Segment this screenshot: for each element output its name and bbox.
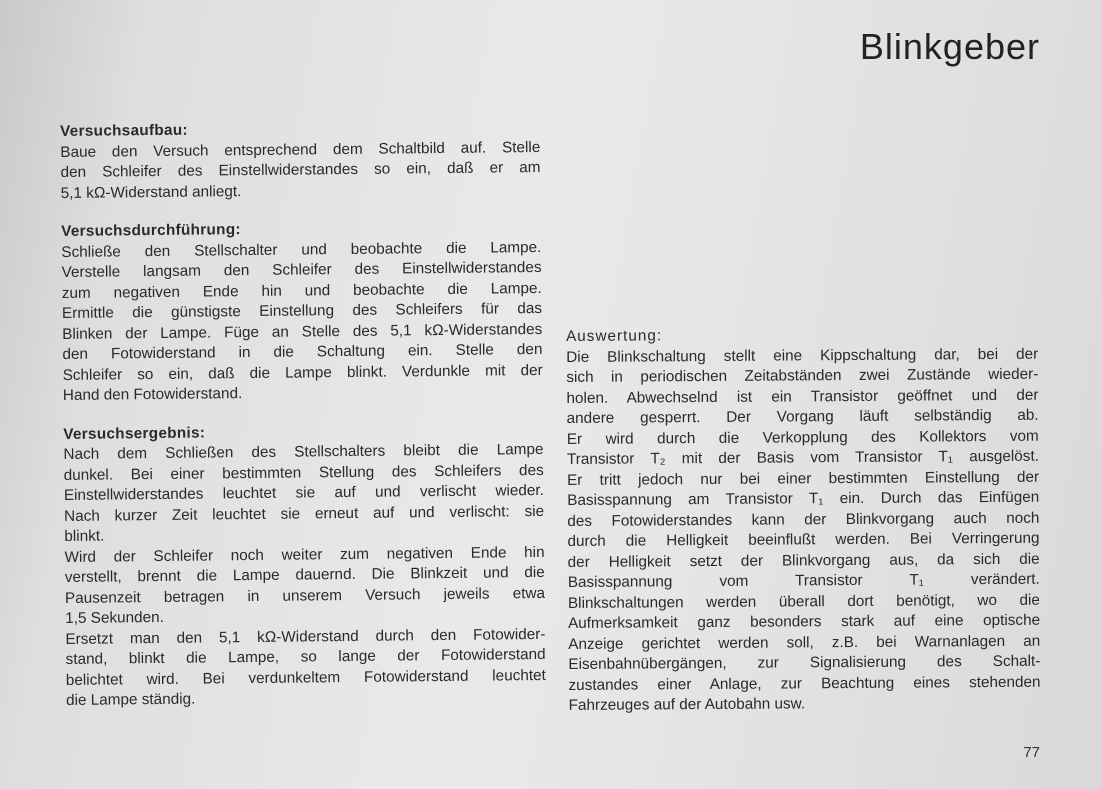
text-line: Wird der Schleifer noch weiter zum negativen Ende hin bbox=[64, 543, 545, 566]
section-auswertung bbox=[566, 324, 1041, 717]
text-line: Basisspannung vom Transistor T₁ verändert. bbox=[567, 570, 1040, 591]
text-line: Eisenbahnübergängen, zur Signalisierung des Schalt- bbox=[568, 652, 1041, 673]
text-line: Nach dem Schließen des Stellschalters bleibt die Lampe bbox=[63, 440, 544, 463]
text-line: andere gesperrt. Der Vorgang läuft selbständig ab. bbox=[566, 406, 1039, 427]
text-line: Ersetzt man den 5,1 kΩ-Widerstand durch den Fotowider- bbox=[65, 625, 546, 648]
text-line: den Schleifer des Einstellwiderstandes so ein, daß er am bbox=[60, 158, 541, 181]
text-line: Er tritt jedoch nur bei einer bestimmten Einstellung der bbox=[567, 468, 1040, 489]
heading-versuchsdurchfuehrung: Versuchsdurchführung: bbox=[61, 221, 241, 240]
text-line: Hand den Fotowiderstand. bbox=[62, 385, 243, 404]
text-line: Ermittle die günstigste Einstellung des Schleifers für das bbox=[61, 299, 543, 322]
text-line: Schleifer so ein, daß die Lampe blinkt. Verdunkle mit der bbox=[62, 361, 543, 384]
paragraph-versuchsdurchfuehrung bbox=[61, 237, 543, 406]
heading-versuchsergebnis: Versuchsergebnis: bbox=[63, 423, 206, 443]
text-line: verstellt, brennt die Lampe dauernd. Die Blinkzeit und die bbox=[64, 563, 545, 586]
text-line: 1,5 Sekunden. bbox=[65, 608, 164, 627]
page-title: Blinkgeber bbox=[859, 26, 1040, 67]
text-line: belichtet wird. Bei verdunkeltem Fotowiderstand leuchtet bbox=[65, 666, 546, 689]
text-line: 5,1 kΩ-Widerstand anliegt. bbox=[60, 182, 242, 202]
heading-auswertung: Auswertung: bbox=[566, 327, 663, 345]
text-line: Anzeige gerichtet werden soll, z.B. bei Warnanlagen an bbox=[568, 632, 1041, 653]
text-line: Aufmerksamkeit ganz besonders stark auf eine optische bbox=[568, 611, 1041, 632]
text-line: Verstelle langsam den Schleifer des Einstellwiderstandes bbox=[61, 258, 542, 281]
text-line: blinkt. bbox=[64, 527, 105, 545]
text-line: Die Blinkschaltung stellt eine Kippschaltung dar, bei der bbox=[566, 345, 1039, 366]
text-line: Pausenzeit betragen in unserem Versuch jeweils etwa bbox=[64, 584, 546, 607]
text-line: Basisspannung am Transistor T₁ ein. Durch das Einfügen bbox=[567, 488, 1040, 509]
text-line: holen. Abwechselnd ist ein Transistor geöffnet und der bbox=[566, 386, 1039, 407]
section-versuchsergebnis bbox=[63, 419, 546, 711]
section-versuchsaufbau bbox=[60, 117, 541, 204]
text-line: Blinkschaltungen werden überall dort benötigt, wo die bbox=[567, 591, 1040, 612]
text-line: Transistor T₂ mit der Basis vom Transistor T₁ ausgelöst. bbox=[566, 447, 1039, 468]
text-line: dunkel. Bei einer bestimmten Stellung des Schleifers des bbox=[63, 461, 544, 484]
text-line: sich in periodischen Zeitabständen zwei Zustände wieder- bbox=[566, 365, 1039, 386]
text-line: der Helligkeit setzt der Blinkvorgang aus, da sich die bbox=[567, 550, 1040, 571]
page-number: 77 bbox=[1023, 744, 1040, 761]
text-line: Baue den Versuch entsprechend dem Schaltbild auf. Stelle bbox=[60, 138, 541, 161]
text-line: Nach kurzer Zeit leuchtet sie erneut auf und verlischt: sie bbox=[64, 502, 545, 525]
text-line: Blinken der Lampe. Füge an Stelle des 5,1 kΩ-Widerstandes bbox=[62, 320, 543, 343]
text-line: des Fotowiderstandes kann der Blinkvorgang auch noch bbox=[567, 509, 1040, 530]
heading-versuchsaufbau: Versuchsaufbau: bbox=[60, 121, 188, 140]
text-line: Fahrzeuges auf der Autobahn usw. bbox=[568, 695, 806, 714]
right-column bbox=[566, 324, 1041, 735]
text-line: durch die Helligkeit beeinflußt werden. Bei Verringerung bbox=[567, 529, 1040, 550]
text-line: zum negativen Ende hin und beobachte die Lampe. bbox=[61, 279, 542, 302]
text-line: die Lampe ständig. bbox=[65, 690, 196, 709]
text-line: den Fotowiderstand in die Schaltung ein. Stelle den bbox=[62, 340, 543, 363]
section-versuchsdurchfuehrung bbox=[61, 217, 543, 407]
left-column bbox=[60, 117, 546, 729]
text-line: Er wird durch die Verkopplung des Kollektors vom bbox=[566, 427, 1039, 448]
paragraph-versuchsergebnis bbox=[63, 440, 546, 712]
paragraph-auswertung bbox=[566, 344, 1041, 716]
text-line: zustandes einer Anlage, zur Beachtung eines stehenden bbox=[568, 673, 1041, 694]
text-line: Einstellwiderstandes leuchtet sie auf und verlischt wieder. bbox=[63, 481, 544, 504]
text-line: stand, blinkt die Lampe, so lange der Fotowiderstand bbox=[65, 645, 546, 668]
text-line: Schließe den Stellschalter und beobachte die Lampe. bbox=[61, 238, 542, 261]
paragraph-versuchsaufbau bbox=[60, 137, 541, 204]
